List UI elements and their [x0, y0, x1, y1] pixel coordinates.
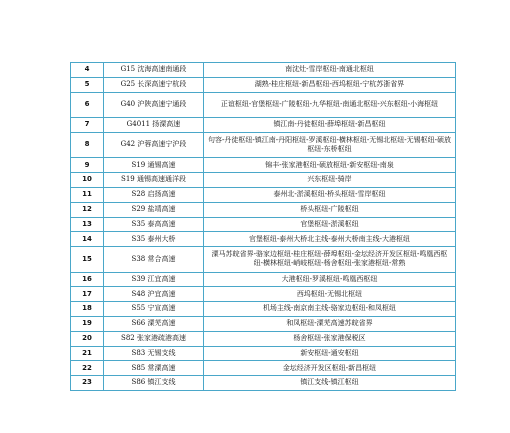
highway-name-cell: S38 常合高速 — [104, 247, 204, 273]
table-row — [71, 118, 456, 133]
row-number-cell: 10 — [71, 173, 104, 188]
route-cell: 镇江支线-镇江枢纽 — [204, 376, 456, 391]
route-cell: 大港枢纽-罗溪枢纽-鸣凰西枢纽 — [204, 272, 456, 287]
highway-name-cell: G4011 扬溧高速 — [104, 118, 204, 133]
highway-name-cell: S55 宁宣高速 — [104, 302, 204, 317]
table-row — [71, 376, 456, 391]
table-row — [71, 202, 456, 217]
row-number-cell: 14 — [71, 232, 104, 247]
table-row — [71, 63, 456, 78]
table-row — [71, 232, 456, 247]
row-number-cell: 18 — [71, 302, 104, 317]
route-cell: 溧马苏皖省界-骆家边枢纽-桂庄枢纽-薛埠枢纽-金坛经济开发区枢纽-鸣凰西枢纽-横林枢纽-峭岐枢纽-杨舍枢纽-张家港枢纽-常熟 — [204, 247, 456, 273]
route-cell: 杨舍枢纽-张家港保税区 — [204, 331, 456, 346]
table-row — [71, 187, 456, 202]
table-row — [71, 287, 456, 302]
table-row — [71, 173, 456, 188]
highway-name-cell: G15 沈海高速南通段 — [104, 63, 204, 78]
row-number-cell: 20 — [71, 331, 104, 346]
row-number-cell: 8 — [71, 132, 104, 158]
route-cell: 泰州北-淤溪枢纽-桥头枢纽-雪岸枢纽 — [204, 187, 456, 202]
highway-name-cell: S35 泰州大桥 — [104, 232, 204, 247]
highway-route-table — [70, 62, 456, 391]
row-number-cell: 4 — [71, 63, 104, 78]
route-cell: 桥头枢纽-广陵枢纽 — [204, 202, 456, 217]
highway-name-cell: G42 沪蓉高速宁沪段 — [104, 132, 204, 158]
highway-name-cell: S19 通锡高速 — [104, 158, 204, 173]
route-cell: 新安枢纽-通安枢纽 — [204, 346, 456, 361]
route-cell: 西坞枢纽-无锡北枢纽 — [204, 287, 456, 302]
row-number-cell: 5 — [71, 77, 104, 92]
route-cell: 镇江南-丹徒枢纽-薛埠枢纽-新昌枢纽 — [204, 118, 456, 133]
route-cell: 官堡枢纽-泰州大桥北主线-泰州大桥南主线-大港枢纽 — [204, 232, 456, 247]
highway-name-cell: S48 沪宜高速 — [104, 287, 204, 302]
highway-name-cell: S83 无锡支线 — [104, 346, 204, 361]
highway-name-cell: S82 张家港疏港高速 — [104, 331, 204, 346]
table-row — [71, 92, 456, 118]
row-number-cell: 21 — [71, 346, 104, 361]
route-cell: 锦丰-张家港枢纽-硕放枢纽-新安枢纽-南泉 — [204, 158, 456, 173]
row-number-cell: 16 — [71, 272, 104, 287]
table-row — [71, 302, 456, 317]
route-cell: 南沈灶-雪岸枢纽-南通北枢纽 — [204, 63, 456, 78]
table-row — [71, 346, 456, 361]
row-number-cell: 7 — [71, 118, 104, 133]
route-cell: 句容-丹徒枢纽-镇江南-丹阳枢纽-罗溪枢纽-横林枢纽-无锡北枢纽-无锡枢纽-硕放枢纽-东桥枢纽 — [204, 132, 456, 158]
highway-name-cell: S29 盐靖高速 — [104, 202, 204, 217]
highway-name-cell: G40 沪陕高速宁通段 — [104, 92, 204, 118]
route-cell: 金坛经济开发区枢纽-新昌枢纽 — [204, 361, 456, 376]
table-row — [71, 217, 456, 232]
highway-name-cell: S28 启扬高速 — [104, 187, 204, 202]
highway-name-cell: S86 镇江支线 — [104, 376, 204, 391]
highway-table-container — [70, 62, 455, 391]
highway-name-cell: S66 溧芜高速 — [104, 317, 204, 332]
row-number-cell: 19 — [71, 317, 104, 332]
row-number-cell: 12 — [71, 202, 104, 217]
table-row — [71, 158, 456, 173]
table-row — [71, 77, 456, 92]
route-cell: 和凤枢纽-溧芜高速苏皖省界 — [204, 317, 456, 332]
table-body — [71, 63, 456, 391]
route-cell: 兴东枢纽-骑岸 — [204, 173, 456, 188]
highway-name-cell: S85 常溧高速 — [104, 361, 204, 376]
table-row — [71, 132, 456, 158]
highway-name-cell: G25 长深高速宁杭段 — [104, 77, 204, 92]
table-row — [71, 317, 456, 332]
row-number-cell: 6 — [71, 92, 104, 118]
route-cell: 官堡枢纽-淤溪枢纽 — [204, 217, 456, 232]
highway-name-cell: S35 泰高高速 — [104, 217, 204, 232]
row-number-cell: 22 — [71, 361, 104, 376]
row-number-cell: 23 — [71, 376, 104, 391]
table-row — [71, 331, 456, 346]
table-row — [71, 247, 456, 273]
highway-name-cell: S39 江宜高速 — [104, 272, 204, 287]
row-number-cell: 9 — [71, 158, 104, 173]
row-number-cell: 13 — [71, 217, 104, 232]
row-number-cell: 11 — [71, 187, 104, 202]
highway-name-cell: S19 通锡高速通洋段 — [104, 173, 204, 188]
table-row — [71, 361, 456, 376]
route-cell: 机场主线-南京南主线-骆家边枢纽-和凤枢纽 — [204, 302, 456, 317]
route-cell: 湖熟-桂庄枢纽-新昌枢纽-西坞枢纽-宁杭苏浙省界 — [204, 77, 456, 92]
row-number-cell: 15 — [71, 247, 104, 273]
table-row — [71, 272, 456, 287]
route-cell: 正谊枢纽-官堡枢纽-广陵枢纽-九华枢纽-南通北枢纽-兴东枢纽-小海枢纽 — [204, 92, 456, 118]
row-number-cell: 17 — [71, 287, 104, 302]
